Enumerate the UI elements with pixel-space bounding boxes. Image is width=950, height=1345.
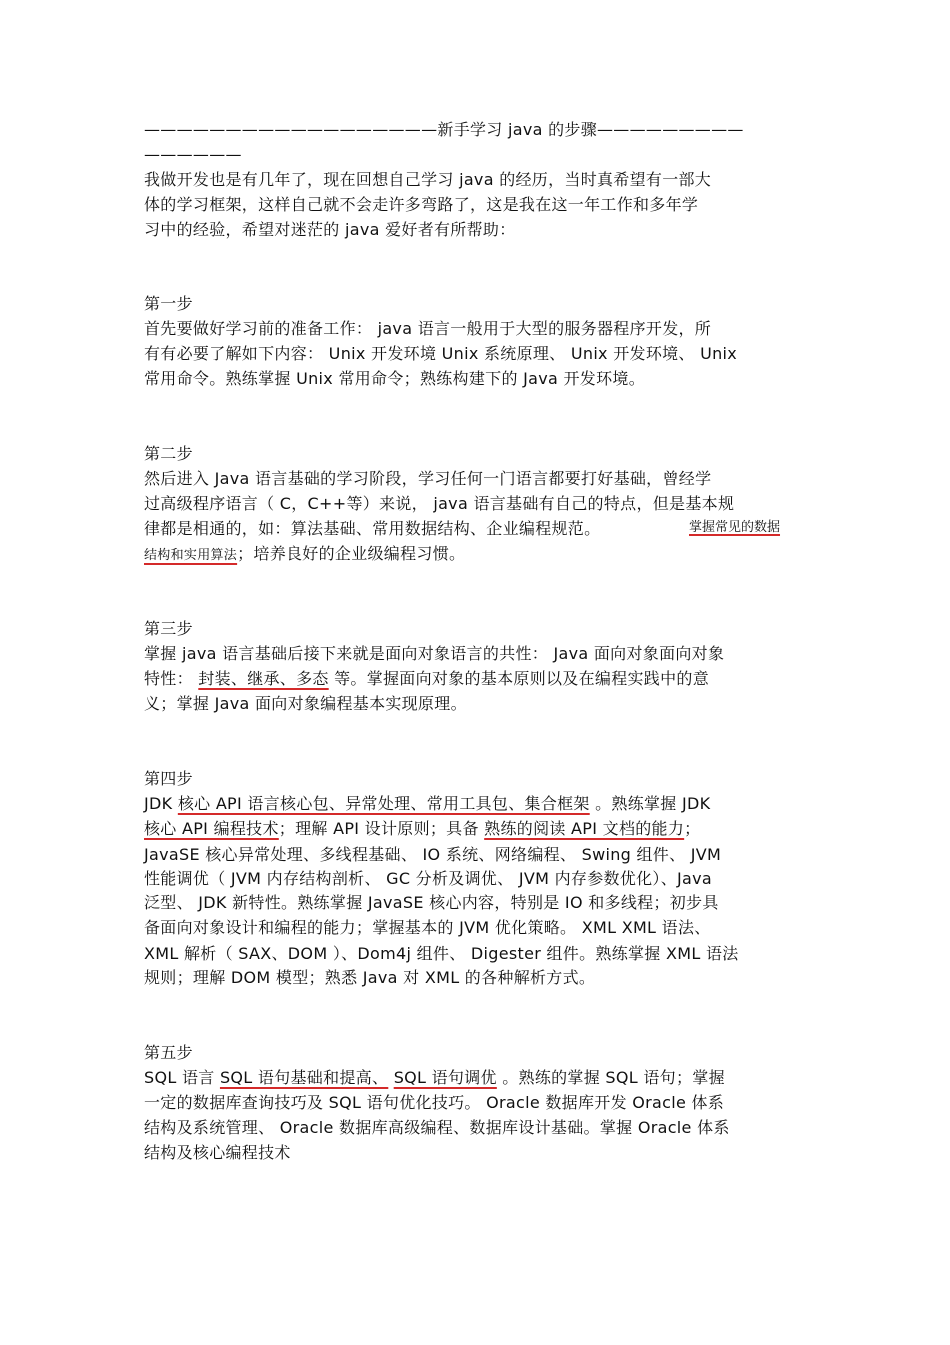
step1-line-1: 首先要做好学习前的准备工作： java 语言一般用于大型的服务器程序开发，所	[144, 319, 712, 338]
step3-line-2-pre: 特性：	[144, 669, 199, 688]
step5-line-3: 结构及系统管理、 Oracle 数据库高级编程、数据库设计基础。掌握 Oracle 体系	[144, 1118, 730, 1137]
step2-underlined-note: 掌握常见的数据	[689, 520, 781, 535]
step5-underlined-phrase-2: SQL 语句调优	[393, 1068, 497, 1087]
step4-line-4: 性能调优（ JVM 内存结构剖析、 GC 分析及调优、 JVM 内存参数优化）、Java	[144, 869, 713, 888]
step4-line-2-mid: ；理解 API 设计原则；具备	[278, 819, 485, 838]
step3-line-1: 掌握 java 语言基础后接下来就是面向对象语言的共性： Java 面向对象面向对象	[144, 644, 725, 663]
intro-line-1: 我做开发也是有几年了，现在回想自己学习 java 的经历，当时真希望有一部大	[144, 170, 712, 189]
step4-heading: 第四步	[144, 769, 193, 788]
step4-underlined-phrase-1: 核心 API 语言核心包、异常处理、常用工具包、集合框架	[177, 794, 590, 813]
step4-line-1	[144, 792, 710, 816]
step5-line-1-post: 。熟练的掌握 SQL 语句；掌握	[496, 1068, 725, 1087]
step3-line-3: 义；掌握 Java 面向对象编程基本实现原理。	[144, 694, 467, 713]
step5-line-1	[144, 1066, 725, 1090]
step3-line-2-post: 等。掌握面向对象的基本原则以及在编程实践中的意	[328, 669, 709, 688]
step5-line-2: 一定的数据库查询技巧及 SQL 语句优化技巧。 Oracle 数据库开发 Oracle 体系	[144, 1093, 725, 1112]
step3-underlined-phrase: 封装、继承、多态	[198, 669, 329, 688]
step3-line-2	[144, 667, 709, 691]
step2-heading: 第二步	[144, 444, 193, 463]
step4-line-3: JavaSE 核心异常处理、多线程基础、 IO 系统、网络编程、 Swing 组件、 JVM	[144, 845, 722, 864]
step4-underlined-phrase-3: 熟练的阅读 API 文档的能力	[484, 819, 685, 838]
step4-line-1-post: 。熟练掌握 JDK	[589, 794, 711, 813]
step2-line-4	[144, 542, 465, 568]
step1-line-2: 有有必要了解如下内容： Unix 开发环境 Unix 系统原理、 Unix 开发环境、 Unix	[144, 344, 738, 363]
step2-line-3: 律都是相通的，如：算法基础、常用数据结构、企业编程规范。	[144, 519, 601, 538]
step5-line-1-pre: SQL 语言	[144, 1068, 220, 1087]
step4-line-2	[144, 817, 700, 841]
step1-heading: 第一步	[144, 294, 193, 313]
step4-line-7: XML 解析（ SAX、DOM ）、Dom4j 组件、 Digester 组件。熟练掌握 XML 语法	[144, 944, 739, 963]
step1-line-3: 常用命令。熟练掌握 Unix 常用命令；熟练构建下的 Java 开发环境。	[144, 369, 646, 388]
title-line-2: ——————	[144, 145, 242, 164]
step5-line-4: 结构及核心编程技术	[144, 1143, 291, 1162]
step4-underlined-phrase-2: 核心 API 编程技术	[144, 819, 279, 838]
step4-line-2-post: ；	[684, 819, 701, 838]
step3-heading: 第三步	[144, 619, 193, 638]
step4-line-6: 备面向对象设计和编程的能力；掌握基本的 JVM 优化策略。 XML XML 语法、	[144, 918, 711, 937]
step2-underlined-phrase: 结构和实用算法	[144, 548, 238, 563]
step4-line-5: 泛型、 JDK 新特性。熟练掌握 JavaSE 核心内容，特别是 IO 和多线程；初步具	[144, 893, 719, 912]
step2-line-1: 然后进入 Java 语言基础的学习阶段，学习任何一门语言都要打好基础，曾经学	[144, 469, 712, 488]
title-line-1: ——————————————————新手学习 java 的步骤—————————	[144, 120, 744, 139]
step4-line-1-pre: JDK	[144, 794, 178, 813]
step5-heading: 第五步	[144, 1043, 193, 1062]
step5-underlined-phrase-1: SQL 语句基础和提高、	[219, 1068, 389, 1087]
step4-line-8: 规则；理解 DOM 模型；熟悉 Java 对 XML 的各种解析方式。	[144, 968, 596, 987]
step2-line-4-rest: ；培养良好的企业级编程习惯。	[237, 544, 466, 563]
intro-line-3: 习中的经验，希望对迷茫的 java 爱好者有所帮助：	[144, 220, 516, 239]
step2-line-2: 过高级程序语言（ C，C++等）来说， java 语言基础有自己的特点，但是基本规	[144, 494, 735, 513]
intro-line-2: 体的学习框架，这样自己就不会走许多弯路了，这是我在这一年工作和多年学	[144, 195, 699, 214]
